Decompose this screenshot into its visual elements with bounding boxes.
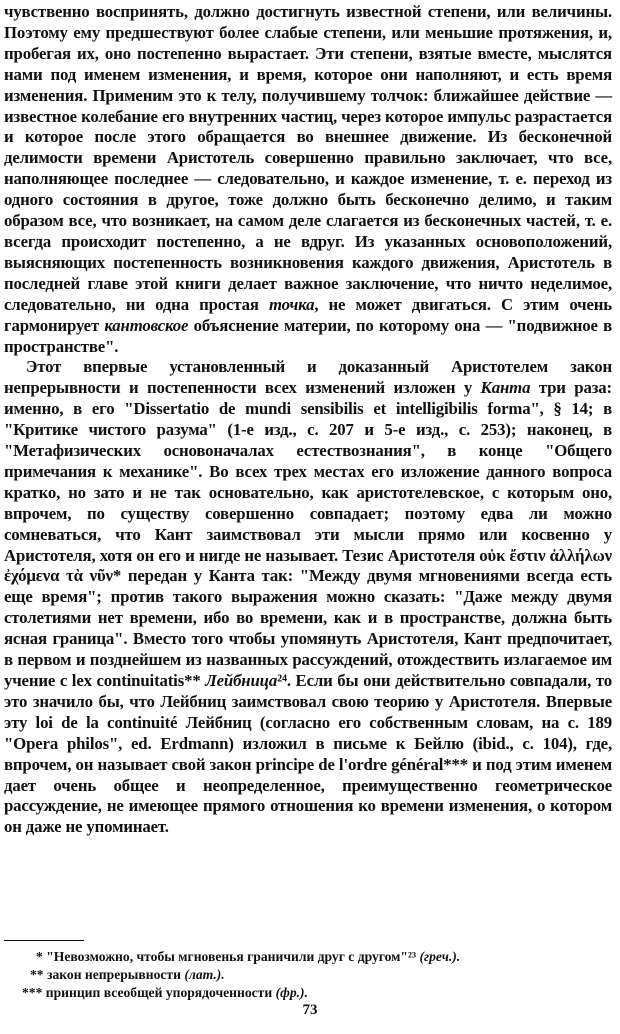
footnote-language-note: (греч.). [419,949,461,964]
text-segment: Этот впервые установленный и доказанный Аристотелем закон непрерывности и постепенности всех изменений изложен у [4,357,612,398]
text-segment: ²⁴. Если бы они действительно совпадали, то это значило бы, что Лейбниц заимствовал свою теорию у Аристотеля. Впервые эту loi de la continuité Лейбниц (согласно его собственным словам, на с. 189 "Opera philos", ed. Erdmann) изложил в письме к Бейлю (ibid., с. 104), где, впрочем, он называет свой закон principe de l'ordre général*** и под этим именем дает очень общее и неопределенное, преимущественно геометрическое рассуждение, не имеющее прямого отношения ко времени изменения, о котором он даже не упоминает. [4,671,612,837]
footnote-divider [4,940,84,941]
paragraph-2 [4,357,612,838]
italic-name: Канта [480,378,531,398]
footnote-text: * "Невозможно, чтобы мгновенья граничили друг с другом"²³ [36,949,420,964]
footnote-3 [22,984,602,1002]
paragraph-1 [4,2,612,357]
body-text [4,2,612,838]
page-number: 73 [302,1002,318,1018]
text-segment: три раза: именно, в его "Dissertatio de mundi sensibilis et intelligibilis forma", § 14; в "Критике чистого разума" (1-е изд., с. 207 и 5-е изд., с. 253); наконец, в "Метафизических основоначалах естествознания", в конце "Общего примечания к механике". Во всех трех местах его изложение данного вопроса кратко, но зато и не так основательно, как аристотелевское, с которым оно, впрочем, по существу совершенно совпадает; поэтому едва ли можно сомневаться, что Кант заимствовал эти мысли прямо или косвенно у Аристотеля, хотя он его и нигде не называет. Тезис Аристотеля οὐκ ἔστιν ἀλλήλων ἐχόμενα τὰ νῦν* передан у Канта так: "Между двумя мгновениями всегда есть еще время"; против такого выражения можно сказать: "Даже между двумя столетиями нет времени, ибо во времени, как и в пространстве, должна быть ясная граница". Вместо того чтобы упомянуть Аристотеля, Кант предпочитает, в первом и позднейшем из названных рассуждений, отождествить излагаемое им учение с lex continuitatis** [4,378,612,690]
text-segment: , не может двигаться. С этим очень гармонирует [4,294,613,335]
footnote-2 [22,966,602,984]
italic-name: Лейбница [205,671,278,690]
text-segment: объяснение материи, по которому она — "подвижное в пространстве". [4,315,613,356]
footnote-1 [22,948,602,966]
italic-term: точка [268,294,315,314]
footnote-text: *** принцип всеобщей упорядоченности [22,985,276,1000]
italic-term: кантовское [104,315,189,335]
footnote-text: ** закон непрерывности [30,967,185,982]
text-segment: чувственно воспринять, должно достигнуть известной степени, или величины. Поэтому ему предшествуют более слабые степени, или меньшие протяжения, и, пробегая их, оно постепенно вырастает. Эти степени, взятые вместе, мыслятся нами под именем изменения, и время, которое они наполняют, и есть время изменения. Применим это к телу, получившему толчок: ближайшее действие — известное колебание его внутренних частиц, через которое импульс разрастается и которое после этого обращается во внешнее движение. Из бесконечной делимости времени Аристотель совершенно правильно заключает, что все, наполняющее последнее — следовательно, и каждое изменение, т. е. переход из одного состояния в другое, тоже должно быть бесконечно делимо, и таким образом все, что возникает, на самом деле слагается из бесконечных частей, т. е. всегда происходит постепенно, а не вдруг. Из указанных основоположений, выясняющих постепенность возникновения каждого движения, Аристотель в последней главе этой книги делает важное заключение, что ничто неделимое, следовательно, ни одна простая [4,2,612,314]
footnotes [22,948,602,1002]
footnote-language-note: (фр.). [275,985,308,1000]
footnote-language-note: (лат.). [184,967,225,982]
